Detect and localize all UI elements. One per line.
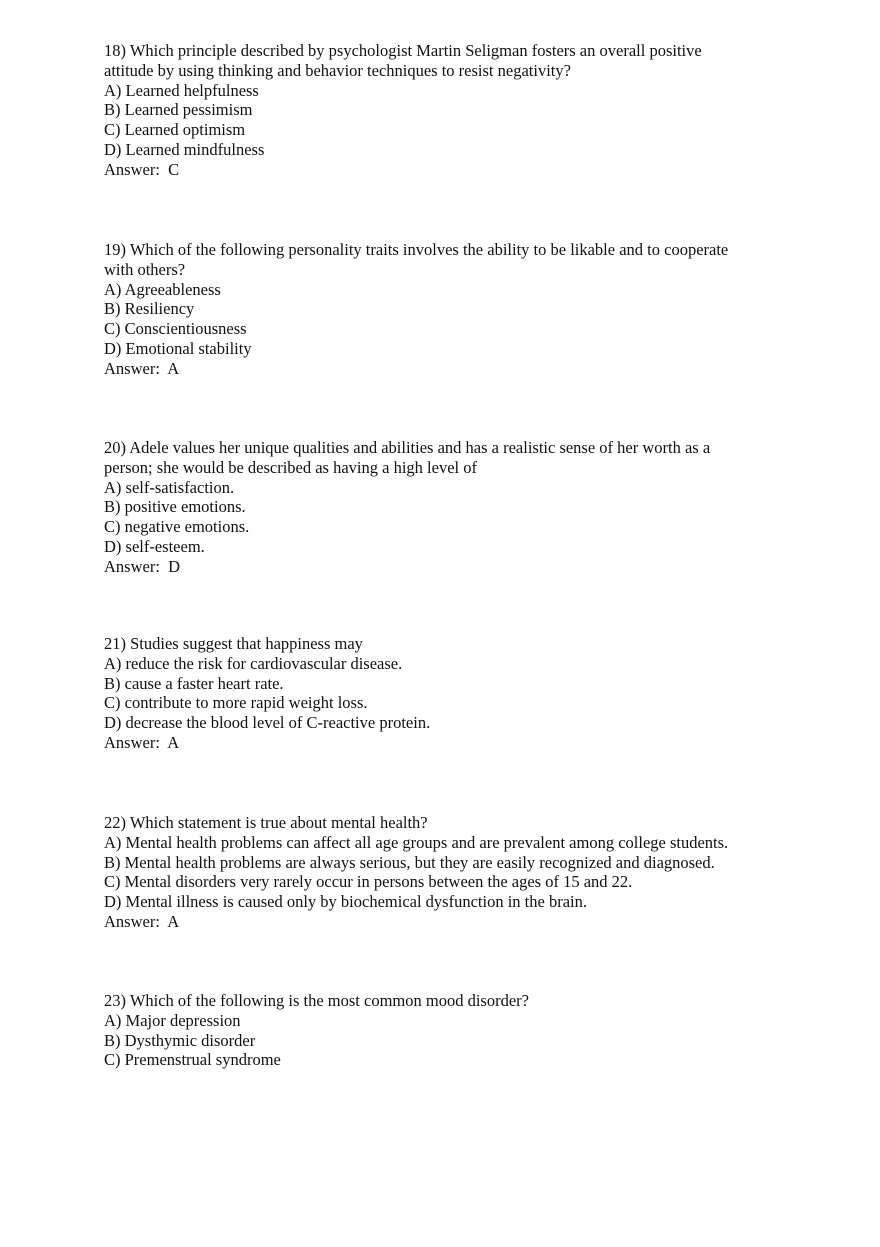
option-d: D) Learned mindfulness (104, 139, 265, 159)
option-a: A) Mental health problems can affect all age groups and are prevalent among college students. (104, 832, 729, 852)
option-d: D) self-esteem. (104, 536, 205, 556)
question-stem-line: with others? (104, 259, 186, 279)
option-c: C) Conscientiousness (104, 319, 247, 339)
option-c: C) Mental disorders very rarely occur in persons between the ages of 15 and 22. (104, 872, 633, 892)
answer-key: Answer: A (104, 911, 180, 931)
question-stem-line: 18) Which principle described by psychologist Martin Seligman fosters an overall positive (104, 41, 702, 60)
option-b: B) Resiliency (104, 299, 195, 319)
option-c: C) Learned optimism (104, 120, 246, 140)
question-stem-line: 23) Which of the following is the most common mood disorder? (104, 991, 529, 1010)
question-stem-line: attitude by using thinking and behavior techniques to resist negativity? (104, 60, 571, 80)
option-b: B) Learned pessimism (104, 100, 253, 120)
question-stem-line: 20) Adele values her unique qualities and abilities and has a realistic sense of her worth as a (104, 438, 711, 457)
option-b: B) positive emotions. (104, 497, 246, 517)
question-stem-line: 19) Which of the following personality traits involves the ability to be likable and to cooperate (104, 240, 729, 259)
option-a: A) self-satisfaction. (104, 477, 235, 497)
option-c: C) contribute to more rapid weight loss. (104, 693, 368, 713)
option-a: A) reduce the risk for cardiovascular disease. (104, 653, 403, 673)
question-19 (104, 240, 784, 379)
option-d: D) Mental illness is caused only by biochemical dysfunction in the brain. (104, 892, 587, 912)
option-a: A) Agreeableness (104, 279, 221, 299)
option-a: A) Major depression (104, 1010, 241, 1030)
option-c: C) negative emotions. (104, 517, 250, 537)
question-stem-line: 21) Studies suggest that happiness may (104, 634, 363, 653)
answer-key: Answer: A (104, 358, 180, 378)
option-b: B) Mental health problems are always serious, but they are easily recognized and diagnosed. (104, 852, 715, 872)
question-22 (104, 813, 784, 932)
option-c: C) Premenstrual syndrome (104, 1050, 281, 1070)
answer-key: Answer: A (104, 732, 180, 752)
option-b: B) cause a faster heart rate. (104, 673, 284, 693)
answer-key: Answer: C (104, 159, 180, 179)
option-a: A) Learned helpfulness (104, 80, 259, 100)
question-21 (104, 634, 784, 753)
question-23 (104, 991, 784, 1070)
option-b: B) Dysthymic disorder (104, 1030, 256, 1050)
answer-key: Answer: D (104, 556, 181, 576)
question-20 (104, 438, 784, 577)
option-d: D) Emotional stability (104, 338, 252, 358)
option-d: D) decrease the blood level of C-reactive protein. (104, 713, 431, 733)
question-stem-line: 22) Which statement is true about mental health? (104, 813, 428, 832)
question-stem-line: person; she would be described as having a high level of (104, 457, 477, 477)
question-18 (104, 41, 784, 180)
